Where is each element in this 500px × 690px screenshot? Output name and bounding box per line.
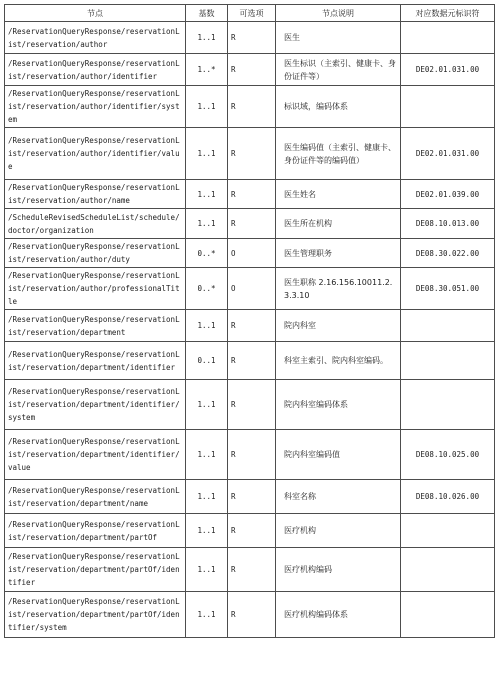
table-row	[5, 86, 495, 128]
description-cell: 医疗机构	[276, 514, 401, 548]
optionality-cell: R	[228, 430, 276, 480]
data-element-id-cell	[401, 22, 495, 54]
node-path-cell: /ReservationQueryResponse/reservationList/reservation/department/partOf	[5, 514, 186, 548]
data-element-id-cell	[401, 548, 495, 592]
description-cell: 标识域，编码体系	[276, 86, 401, 128]
data-element-id-cell: DE08.10.025.00	[401, 430, 495, 480]
optionality-cell: R	[228, 22, 276, 54]
node-path-cell: /ReservationQueryResponse/reservationList/reservation/department/identifier	[5, 342, 186, 380]
description-cell: 医生编码值（主索引、健康卡、身份证件等的编码值）	[276, 128, 401, 180]
cardinality-cell: 1..1	[186, 548, 228, 592]
table-row	[5, 310, 495, 342]
node-path-cell: /ReservationQueryResponse/reservationList/reservation/author/duty	[5, 239, 186, 268]
node-path-cell: /ReservationQueryResponse/reservationList/reservation/author/name	[5, 180, 186, 209]
cardinality-cell: 1..1	[186, 128, 228, 180]
description-cell: 医生	[276, 22, 401, 54]
data-element-id-cell: DE02.01.039.00	[401, 180, 495, 209]
cardinality-cell: 1..1	[186, 22, 228, 54]
table-body	[5, 22, 495, 638]
optionality-cell: R	[228, 592, 276, 638]
optionality-cell: R	[228, 380, 276, 430]
table-row	[5, 592, 495, 638]
cardinality-cell: 0..1	[186, 342, 228, 380]
optionality-cell: R	[228, 548, 276, 592]
cardinality-cell: 1..1	[186, 180, 228, 209]
header-optionality: 可选项	[228, 5, 276, 22]
table-row	[5, 239, 495, 268]
optionality-cell: O	[228, 239, 276, 268]
node-path-cell: /ReservationQueryResponse/reservationList/reservation/department/partOf/identifier	[5, 548, 186, 592]
table-row	[5, 480, 495, 514]
table-row	[5, 54, 495, 86]
data-element-id-cell	[401, 310, 495, 342]
data-element-id-cell: DE08.10.026.00	[401, 480, 495, 514]
cardinality-cell: 1..1	[186, 209, 228, 239]
data-element-id-cell	[401, 592, 495, 638]
table-row	[5, 128, 495, 180]
cardinality-cell: 1..1	[186, 310, 228, 342]
optionality-cell: R	[228, 514, 276, 548]
cardinality-cell: 1..1	[186, 480, 228, 514]
optionality-cell: R	[228, 310, 276, 342]
data-element-id-cell	[401, 380, 495, 430]
data-element-id-cell: DE08.30.022.00	[401, 239, 495, 268]
data-element-id-cell: DE08.30.051.00	[401, 268, 495, 310]
description-cell: 院内科室编码体系	[276, 380, 401, 430]
header-data-element-id: 对应数据元标识符	[401, 5, 495, 22]
table-row	[5, 209, 495, 239]
cardinality-cell: 1..*	[186, 54, 228, 86]
description-cell: 医生职称 2.16.156.10011.2.3.3.10	[276, 268, 401, 310]
table-row	[5, 548, 495, 592]
description-cell: 医生所在机构	[276, 209, 401, 239]
description-cell: 院内科室	[276, 310, 401, 342]
cardinality-cell: 1..1	[186, 380, 228, 430]
header-description: 节点说明	[276, 5, 401, 22]
optionality-cell: R	[228, 86, 276, 128]
cardinality-cell: 1..1	[186, 514, 228, 548]
table-row	[5, 22, 495, 54]
data-element-id-cell: DE02.01.031.00	[401, 54, 495, 86]
node-path-cell: /ReservationQueryResponse/reservationList/reservation/department/name	[5, 480, 186, 514]
table-row	[5, 268, 495, 310]
table-row	[5, 180, 495, 209]
optionality-cell: R	[228, 480, 276, 514]
cardinality-cell: 0..*	[186, 239, 228, 268]
description-cell: 医生标识（主索引、健康卡、身份证件等）	[276, 54, 401, 86]
description-cell: 科室主索引、院内科室编码。	[276, 342, 401, 380]
description-cell: 医疗机构编码	[276, 548, 401, 592]
node-path-cell: /ReservationQueryResponse/reservationList/reservation/author/professionalTitle	[5, 268, 186, 310]
optionality-cell: R	[228, 128, 276, 180]
data-element-id-cell	[401, 514, 495, 548]
table-row	[5, 380, 495, 430]
cardinality-cell: 1..1	[186, 86, 228, 128]
table-row	[5, 514, 495, 548]
header-node: 节点	[5, 5, 186, 22]
optionality-cell: R	[228, 180, 276, 209]
node-path-cell: /ReservationQueryResponse/reservationList/reservation/department/identifier/system	[5, 380, 186, 430]
description-cell: 科室名称	[276, 480, 401, 514]
document-page	[4, 4, 494, 638]
description-cell: 医生管理职务	[276, 239, 401, 268]
node-path-cell: /ReservationQueryResponse/reservationList/reservation/author	[5, 22, 186, 54]
description-cell: 医疗机构编码体系	[276, 592, 401, 638]
cardinality-cell: 1..1	[186, 430, 228, 480]
description-cell: 医生姓名	[276, 180, 401, 209]
data-element-id-cell: DE08.10.013.00	[401, 209, 495, 239]
data-element-id-cell: DE02.01.031.00	[401, 128, 495, 180]
table-row	[5, 430, 495, 480]
node-path-cell: /ReservationQueryResponse/reservationList/reservation/department/identifier/value	[5, 430, 186, 480]
optionality-cell: R	[228, 54, 276, 86]
cardinality-cell: 0..*	[186, 268, 228, 310]
node-definition-table	[4, 4, 495, 638]
data-element-id-cell	[401, 342, 495, 380]
cardinality-cell: 1..1	[186, 592, 228, 638]
optionality-cell: O	[228, 268, 276, 310]
header-cardinality: 基数	[186, 5, 228, 22]
optionality-cell: R	[228, 209, 276, 239]
optionality-cell: R	[228, 342, 276, 380]
description-cell: 院内科室编码值	[276, 430, 401, 480]
node-path-cell: /ScheduleRevisedScheduleList/schedule/doctor/organization	[5, 209, 186, 239]
data-element-id-cell	[401, 86, 495, 128]
node-path-cell: /ReservationQueryResponse/reservationList/reservation/author/identifier/system	[5, 86, 186, 128]
node-path-cell: /ReservationQueryResponse/reservationList/reservation/author/identifier	[5, 54, 186, 86]
node-path-cell: /ReservationQueryResponse/reservationList/reservation/department	[5, 310, 186, 342]
node-path-cell: /ReservationQueryResponse/reservationList/reservation/department/partOf/identifier/system	[5, 592, 186, 638]
table-header-row	[5, 5, 495, 22]
node-path-cell: /ReservationQueryResponse/reservationList/reservation/author/identifier/value	[5, 128, 186, 180]
table-row	[5, 342, 495, 380]
